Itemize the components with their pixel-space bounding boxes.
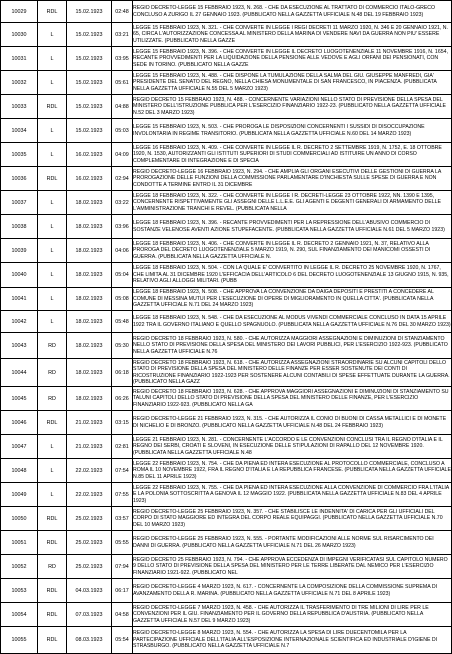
act-code: 06:18 xyxy=(112,359,133,387)
act-description: REGIO DECRETO 18 FEBBRAIO 1923, N. 618. - CHE AUTORIZZA ASSEGNAZIONI STRAORDINARIE SU ALCUNI CAPITOLI DELLO STATO DI PREVISIONE DELLA SPESA DEL MINISTERO DELLE FINANZE PER ESSER SOSTENUTE DEI CONTI DI RICOSTRUZIONE FINANZIARIO 1922-1923 PER SOSTENERE ALCUNI CONTABILI DI SPESE EFFETTUATE DURANTE LA GUERRA. (PUBBLICATO NELLA GAZZ xyxy=(133,359,450,385)
act-type: L xyxy=(38,119,67,143)
table-row xyxy=(1,333,452,359)
act-type: L xyxy=(38,288,67,311)
act-type: RDL xyxy=(38,579,67,603)
act-description: REGIO DECRETO-LEGGE 21 FEBBRAIO 1923, N. 315. - CHE AUTORIZZA IL CONIO DI BUONI DI CASSA METALLICI E DI MONETE DI NICHELIO E DI BRONZO. (PUBBLICATO NELLA GAZZETTA UFFICIALE N.48 DEL 24 FEBBRAIO 1923) xyxy=(133,411,452,435)
act-code: 07:55 xyxy=(112,483,133,507)
act-date: 15.02.1923 xyxy=(67,119,112,143)
table-row xyxy=(1,288,452,311)
act-type: RD xyxy=(38,333,67,359)
act-description: LEGGE 15 FEBBRAIO 1923, N. 321. - CHE CONVERTE IN LEGGE I REGI DECRETI 11 MARZO 1920, N. 346 E 20 GENNAIO 1921, N. 65, CIRCA L'AUTORIZZAZIONE CONCESSA AL MINISTERO DELLA MARINA DI VENDERE NAVI DA GUERRA NON PIU' ESSERE UTILIZZATE. (PUBBLICATO NELLA GAZZE xyxy=(133,23,452,47)
act-date: 22.02.1923 xyxy=(67,483,112,507)
act-date: 15.02.1923 xyxy=(67,1,112,23)
act-number: 10047 xyxy=(1,435,38,459)
act-type: RD xyxy=(38,359,67,387)
act-type: L xyxy=(38,459,67,483)
act-date: 25.02.1923 xyxy=(67,555,112,579)
table-row xyxy=(1,627,452,654)
act-description: LEGGE 21 FEBBRAIO 1923, N. 281. - CONCERNENTE L'ACCORDO E LE CONVENZIONI CONCLUSI TRA IL REGNO D'ITALIA E IL REGNO DEI SERBI, CROATI E SLOVENI, IN ESECUZIONE DELLE STIPULAZIONI DI RAPALLO DEL 12 NOVEMBRE 1920. (PUBBLICATA NELLA GAZZETTA UFFICIALE N.48 xyxy=(133,435,452,459)
act-date: 18.02.1923 xyxy=(67,263,112,288)
act-code: 05:48 xyxy=(112,311,133,333)
act-type: RDL xyxy=(38,507,67,531)
act-code: 05:08 xyxy=(112,288,133,311)
act-description: REGIO DECRETO 18 FEBBRAIO 1923, N. 580. - CHE AUTORIZZA MAGGIORI ASSEGNAZIONI E DIMINUZIONI DI STANZIAMENTO NELLO STATO DI PREVISIONE DELLA SPESA DEL MINISTERO DEI LAVORI PUBBLICI, PER L'ESERCIZIO 1922-923. (PUBBLICATO NELLA GAZZETTA UFFICIALE N.76 xyxy=(133,333,452,359)
act-type: L xyxy=(38,263,67,288)
act-code: 03:22 xyxy=(112,191,133,215)
act-type: RD xyxy=(38,387,67,411)
act-code: 06:17 xyxy=(112,579,133,603)
act-type: L xyxy=(38,143,67,167)
act-type: L xyxy=(38,47,67,71)
act-number: 10032 xyxy=(1,71,38,95)
act-type: RDL xyxy=(38,627,67,654)
table-row xyxy=(1,47,452,71)
act-type: RDL xyxy=(38,531,67,555)
decree-register-body xyxy=(1,1,452,654)
act-type: L xyxy=(38,239,67,263)
act-date: 25.02.1923 xyxy=(67,507,112,531)
act-date: 08.03.1923 xyxy=(67,627,112,654)
act-date: 15.02.1923 xyxy=(67,23,112,47)
act-type: RDL xyxy=(38,1,67,23)
act-description: REGIO DECRETO 18 FEBBRAIO 1923, N. 628. - CHE APPROVA MAGGIORI ASSEGNAZIONI E DIMINUZIONI DI STANZIAMENTO SU TALUNI CAPITOLI DELLO STATO DI PREVISIONE DELLA SPESA DEL MINISTERO DELLE FINANZE, PER L'ESERCIZIO FINANZIARIO 1922-923. (PUBBLICATO NELLA GA xyxy=(133,387,452,411)
act-number: 10045 xyxy=(1,387,38,411)
act-date: 04.03.1923 xyxy=(67,579,112,603)
act-number: 10036 xyxy=(1,167,38,191)
act-number: 10042 xyxy=(1,311,38,333)
table-row xyxy=(1,239,452,263)
table-row xyxy=(1,191,452,215)
act-number: 10038 xyxy=(1,215,38,239)
act-description: REGIO DECRETO-LEGGE 4 MARZO 1923, N. 617. - CONCERNENTE LA COMPOSIZIONE DELLA COMMISSIONE SUPREMA DI AVANZAMENTO DELLA R. MARINA. (PUBBLICATO NELLA GAZZETTA UFFICIALE N.71 DEL 8 APRILE 1923) xyxy=(133,579,452,603)
act-date: 18.02.1923 xyxy=(67,215,112,239)
act-description: LEGGE 18 FEBBRAIO 1923, N. 406. - CHE CONVERTE IN LEGGE IL R. DECRETO 2 GENNAIO 1921, N. 37, RELATIVO ALLA PROROGA DEL DECRETO LUOGOTENENZIALE 5 MARZO 1919, N. 290, SUL FINANZIAMENTO DEI MANICOMI OSSESTI DI GUERRA. (PUBBLICATA NELLA GAZZETTA UFFICIALE N. xyxy=(133,239,452,263)
act-type: L xyxy=(38,191,67,215)
act-type: L xyxy=(38,215,67,239)
act-date: 15.02.1923 xyxy=(67,71,112,95)
act-number: 10046 xyxy=(1,411,38,435)
act-code: 04:88 xyxy=(112,95,133,119)
act-description: REGIO DECRETO 25 FEBBRAIO 1923, N. 794. - CHE APPROVA ECCEDENZA DI IMPEGNI VERIFICATASI SUL CAPITOLO NUMERO 9 DELLO STATO DI PREVISIONE DELLA SPESA DEL MINISTERO PER LE TERRE LIBERATE DAL NEMICO PER L'ESERCIZIO FINANZIARIO 1921-922. (PUBBLICATO NEL xyxy=(133,555,452,579)
act-date: 18.02.1923 xyxy=(67,333,112,359)
act-code: 02:81 xyxy=(112,435,133,459)
table-row xyxy=(1,23,452,47)
act-description: LEGGE 18 FEBBRAIO 1923, N. 322. - CHE CONVERTE IN LEGGE I R. DECRETI-LEGGE 23 OTTOBRE 1922, NN. 1390 E 1395, CONCERNENTE RISPETTIVAMENTE GLI ASSEGNI DELLE L.L.E.E. GLI AGENTI E DEGENTI GENERALI DI ARMAMENTO DELLE L'AMMINISTRAZIONE TRANCHI E REVEL. (PUBBLICATA NELLA xyxy=(133,191,452,215)
act-number: 10051 xyxy=(1,531,38,555)
act-code: 03:95 xyxy=(112,47,133,71)
act-description: LEGGE 16 FEBBRAIO 1923, N. 409. - CHE CONVERTE IN LEGGE IL R. DECRETO 2 SETTEMBRE 1919, N. 1752, E. 18 OTTOBRE 1920, N. 1530, AUTORIZZANTI GLI ISTITUTI SUPERIORI DI STUDI COMMERCIALI AD ISTITUIRE UN ANNO DI CORSO COMPLEMENTARE DI INTEGRAZIONE E DI SPECIA xyxy=(133,143,452,167)
act-date: 18.02.1923 xyxy=(67,239,112,263)
act-code: 02:48 xyxy=(112,1,133,23)
act-number: 10029 xyxy=(1,1,38,23)
act-code: 07:94 xyxy=(112,555,133,579)
table-row xyxy=(1,311,452,333)
act-type: RDL xyxy=(38,411,67,435)
act-number: 10035 xyxy=(1,143,38,167)
act-description: LEGGE 22 FEBBRAIO 1923, N. 754. - CHE DA PIENA ED INTERA ESECUZIONE AL PROTOCOLLO COMMERCIALE, CONCLUSO A ROMA IL 10 NOVEMBRE 1922, FRA IL REGNO D'ITALIA E LA REPUBBLICA FRANCESE. (PUBBLICATA NELLA GAZZETTA UFFICIALE N.85 DEL 11 APRILE 1923) xyxy=(133,459,452,483)
act-description: REGIO DECRETO 15 FEBBRAIO 1923, N. 488. - CONCERNENTE VARIAZIONI NELLO STATO DI PREVISIONE DELLA SPESA DEL MINISTERO DELL'ISTRUZIONE PUBBLICA PER L'ESERCIZIO FINANZIARIO 1922-23. (PUBBLICATO NELLA GAZZETTA UFFICIALE N.52 DEL 3 MARZO 1923) xyxy=(133,95,452,119)
act-date: 25.02.1923 xyxy=(67,531,112,555)
act-number: 10050 xyxy=(1,507,38,531)
act-number: 10034 xyxy=(1,119,38,143)
table-row xyxy=(1,71,452,95)
act-code: 05:54 xyxy=(112,627,133,654)
table-row xyxy=(1,263,452,288)
act-number: 10033 xyxy=(1,95,38,119)
act-date: 15.02.1923 xyxy=(67,47,112,71)
act-code: 02:94 xyxy=(112,167,133,191)
act-description: LEGGE 18 FEBBRAIO 1923, N. 396. - RECANTE PROVVEDIMENTI PER LA REPRESSIONE DELL'ABUSIVO COMMERCIO DI SOSTANZE VELENOSE AVENTI AZIONE STUPEFACENTE. (PUBBLICATA NELLA GAZZETTA UFFICIALE N.61 DEL 5 MARZO 1923) xyxy=(133,215,452,239)
act-description: REGIO DECRETO-LEGGE 25 FEBBRAIO 1923, N. 357. - CHE STABILISCE LE INDENNITA' DI CARICA PER GLI UFFICIALI DEL CORPO DI STATO MAGGIORE ED INTEGRA DEL CORPO REALE EQUIPAGGI. (PUBBLICATO NELLA GAZZETTA UFFICIALE N.70 DEL 10 MARZO 1923) xyxy=(133,507,452,531)
act-date: 15.02.1923 xyxy=(67,95,112,119)
act-type: L xyxy=(38,23,67,47)
table-row xyxy=(1,603,452,627)
act-description: LEGGE 15 FEBBRAIO 1923, N. 396. - CHE CONVERTE IN LEGGE IL DECRETO LUOGOTENENZIALE 11 NOVEMBRE 1916, N. 1654, RECANTE PROVVEDIMENTI PER LA LIQUIDAZIONE DELLA PENSIONE ALLE VEDOVE E AGLI ORFANI DEI PENSIONATI, CON SEDE IN TORINO. (PUBBLICATO NELLA GAZZE xyxy=(133,47,452,71)
act-date: 16.02.1923 xyxy=(67,143,112,167)
act-number: 10052 xyxy=(1,555,38,579)
act-description: LEGGE 22 FEBBRAIO 1923, N. 755. - CHE DA PIENA ED INTERA ESECUZIONE ALLA CONVENZIONE DI COMMERCIO FRA L'ITALIA E LA POLONIA SOTTOSCRITTA A GENOVA IL 12 MAGGIO 1922. (PUBBLICATA NELLA GAZZETTA UFFICIALE N.83 DEL 4 APRILE 1923) xyxy=(133,483,452,507)
act-date: 18.02.1923 xyxy=(67,359,112,387)
act-description: LEGGE 15 FEBBRAIO 1923, N. 488. - CHE DISPONE LA TUMULAZIONE DELLA SALMA DEL GIU. GIUSEPPE MANFREDI, GIA' PRESIDENTE DEL SENATO DEL REGNO, NELLA CHIESA MONUMENTALE DI SAN FRANCESCO, IN PIACENZA. (PUBBLICATA NELLA GAZZETTA UFFICIALE N.55 DEL 5 MARZO 1923) xyxy=(133,71,452,95)
act-description: LEGGE 18 FEBBRAIO 1923, N. 548. - CHE DA ESECUZIONE AL MODUS VIVENDI COMMERCIALE CONCLUSO IN DATA 15 APRILE 1922 TRA IL GOVERNO ITALIANO E QUELLO SPAGNUOLO. (PUBBLICATA NELLA GAZZETTA UFFICIALE N.76 DEL 30 MARZO 1923) xyxy=(133,311,452,333)
act-number: 10049 xyxy=(1,483,38,507)
act-number: 10043 xyxy=(1,333,38,359)
table-row xyxy=(1,143,452,167)
act-number: 10053 xyxy=(1,579,38,603)
act-number: 10048 xyxy=(1,459,38,483)
table-row xyxy=(1,579,452,603)
act-code: 03:15 xyxy=(112,411,133,435)
act-date: 16.02.1923 xyxy=(67,167,112,191)
act-date: 18.02.1923 xyxy=(67,288,112,311)
table-row xyxy=(1,411,452,435)
act-description: REGIO DECRETO-LEGGE 15 FEBBRAIO 1923, N. 268. - CHE DA ESECUZIONE AL TRATTATO DI COMMERCIO ITALO-GRECO CONCLUSO A ZURIGO IL 27 GENNAIO 1923. (PUBBLICATO NELLA GAZZETTA UFFICIALE N.48 DEL 19 FEBBRAIO 1923) xyxy=(133,1,452,23)
table-row xyxy=(1,483,452,507)
act-date: 21.02.1923 xyxy=(67,435,112,459)
act-number: 10031 xyxy=(1,47,38,71)
act-date: 07.03.1923 xyxy=(67,603,112,627)
act-number: 10030 xyxy=(1,23,38,47)
act-date: 18.02.1923 xyxy=(67,311,112,333)
act-number: 10039 xyxy=(1,239,38,263)
act-code: 04:58 xyxy=(112,603,133,627)
act-description: LEGGE 18 FEBBRAIO 1923, N. 508. - CHE APPROVA LA CONVENZIONE DA DAIGA DEPOSITI E PRESTITI A CONCEDERE AL COMUNE DI MESSINA MUTUI PER L'ESECUZIONE DI OPERE DI MIGLIORAMENTO IN QUELLA CITTA'. (PUBBLICATA NELLA GAZZETTA UFFICIALE N.71 DEL 24 MARZO 1923) xyxy=(133,288,452,311)
act-date: 22.02.1923 xyxy=(67,459,112,483)
table-row xyxy=(1,387,452,411)
act-description: REGIO DECRETO-LEGGE 8 MARZO 1923, N. 554. - CHE AUTORIZZA LA SPESA DI LIRE DUECENTOMILA PER LA PARTECIPAZIONE UFFICIALE DELL'ITALIA ALL'ESPOSIZIONE INTERNAZIONALE SCIENTIFICA ED INDUSTRIALE D'IGIENE DI STRASBURGO. (PUBBLICATO NELLA GAZZETTA UFFICIALE N.7 xyxy=(133,627,452,654)
act-number: 10041 xyxy=(1,288,38,311)
act-type: L xyxy=(38,71,67,95)
act-type: RDL xyxy=(38,167,67,191)
act-code: 05:03 xyxy=(112,119,133,143)
act-type: RDL xyxy=(38,95,67,119)
table-row xyxy=(1,555,452,579)
table-row xyxy=(1,531,452,555)
act-code: 07:54 xyxy=(112,459,133,483)
act-code: 04:06 xyxy=(112,239,133,263)
act-date: 18.02.1923 xyxy=(67,387,112,411)
table-row xyxy=(1,359,452,387)
act-type: L xyxy=(38,435,67,459)
act-description: LEGGE 18 FEBBRAIO 1923, N. 504. - CON LA QUALE E' CONVERTITO IN LEGGE IL R. DECRETO 25 NOVEMBRE 1920, N. 1767, CHE LIMITA AL 31 DICEMBRE 1920 L'EFFICACIA DELL'ARTICOLO 6 DEL DECRETO LUOGOTENENZIALE 13 GIUGNO 1915, N. 935, RELATIVO AGLI ALLOGGI MILITARI. (PUBB xyxy=(133,263,452,288)
act-number: 10055 xyxy=(1,627,38,654)
act-description: REGIO DECRETO-LEGGE 25 FEBBRAIO 1923, N. 555. - PORTANTE MODIFICAZIONI ALLE NORME SUL RISARCIMENTO DEI DANNI DI GUERRA. (PUBBLICATO NELLA GAZZETTA UFFICIALE N.71 DEL 26 MARZO 1923) xyxy=(133,531,452,555)
act-code: 05:04 xyxy=(112,263,133,288)
act-code: 05:61 xyxy=(112,71,133,95)
act-type: L xyxy=(38,311,67,333)
act-code: 06:26 xyxy=(112,387,133,411)
act-code: 03:21 xyxy=(112,23,133,47)
act-description: REGIO DECRETO-LEGGE 16 FEBBRAIO 1923, N. 294. - CHE AMPLIA GLI ORGANI ESECUTIVI DELLE GESTIONI DI GUERRA LA PROROGAZIONE DELLE FUNZIONI DELLA COMMISSIONE PARLAMENTARE D'INCHIESTA SULLE SPESE DI GUERRA E NON CONDOTTE A TERMINE ENTRO IL 31 DICEMBRE xyxy=(133,167,452,191)
act-description: REGIO DECRETO-LEGGE 7 MARZO 1923, N. 458. - CHE AUTORIZZA IL TRASFERIMENTO DI TRE MILIONI DI LIRE PER LE CONVENZIONI PER IL GIU. FINANZIAMENTO PER IL GOVERNO DELLA REPUBBLICA D'AUSTRIA. (PUBBLICATO NELLA GAZZETTA UFFICIALE N.57 DEL 9 MARZO 1923) xyxy=(133,603,452,627)
act-type: RDL xyxy=(38,603,67,627)
act-code: 05:30 xyxy=(112,333,133,359)
act-type: RD xyxy=(38,555,67,579)
act-number: 10037 xyxy=(1,191,38,215)
act-type: L xyxy=(38,483,67,507)
table-row xyxy=(1,459,452,483)
act-code: 03:96 xyxy=(112,215,133,239)
act-date: 18.02.1923 xyxy=(67,191,112,215)
act-code: 05:55 xyxy=(112,531,133,555)
act-code: 04:09 xyxy=(112,143,133,167)
act-date: 21.02.1923 xyxy=(67,411,112,435)
act-description: LEGGE 15 FEBBRAIO 1923, N. 503. - CHE PROROGA LE DISPOSIZIONI CONCERNENTI I SUSSIDI DI DISOCCUPAZIONE INVOLONTARIA IN REGIME TRANSITORIO. (PUBBLICATA NELLA GAZZETTA UFFICIALE N.60 DEL 14 MARZO 1923) xyxy=(133,119,452,143)
table-row xyxy=(1,119,452,143)
act-code: 03:57 xyxy=(112,507,133,531)
act-number: 10044 xyxy=(1,359,38,387)
table-row xyxy=(1,507,452,531)
act-number: 10054 xyxy=(1,603,38,627)
table-row xyxy=(1,215,452,239)
table-row xyxy=(1,435,452,459)
table-row xyxy=(1,1,452,23)
table-row xyxy=(1,167,452,191)
table-row xyxy=(1,95,452,119)
act-number: 10040 xyxy=(1,263,38,288)
